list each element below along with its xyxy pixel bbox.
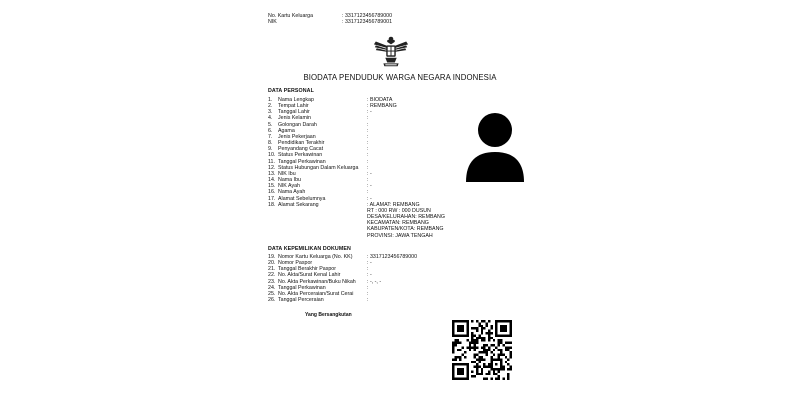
- personal-item-row: [268, 202, 420, 208]
- document-item-row: [268, 297, 417, 303]
- item-label: Nama Ayah: [278, 189, 306, 196]
- garuda-emblem-icon: [372, 33, 410, 71]
- item-label: Nomor Paspor: [278, 260, 313, 267]
- kk-value: : 3317123456789000: [342, 13, 393, 19]
- item-value: :: [367, 164, 370, 171]
- item-label: Tanggal Perceraian: [278, 297, 324, 304]
- document-data-heading: DATA KEPEMILIKAN DOKUMEN: [268, 246, 351, 252]
- item-label: No. Akta Perkawinan/Buku Nikah: [278, 278, 356, 285]
- item-label: No. Akta/Surat Kenal Lahir: [278, 272, 341, 279]
- item-number: 12.: [268, 164, 276, 171]
- document-data-list: [268, 254, 417, 303]
- item-value: : REMBANG: [367, 103, 397, 110]
- personal-data-list: [268, 97, 420, 208]
- item-value: : -: [367, 183, 372, 190]
- item-label: Nama Ibu: [278, 177, 301, 184]
- item-label: Jenis Pekerjaan: [278, 133, 316, 140]
- document-title: BIODATA PENDUDUK WARGA NEGARA INDONESIA: [303, 73, 497, 82]
- item-label: Status Perkawinan: [278, 152, 323, 159]
- item-number: 25.: [268, 290, 276, 297]
- address-line: DESA/KELURAHAN: REMBANG: [367, 214, 445, 221]
- item-number: 4.: [268, 115, 273, 122]
- item-number: 8.: [268, 140, 273, 147]
- item-label: Tanggal Perkawinan: [278, 284, 326, 291]
- nik-row: [268, 19, 392, 25]
- item-value: : -: [367, 272, 372, 279]
- item-number: 19.: [268, 254, 276, 260]
- item-label: Tanggal Berakhir Paspor: [278, 266, 337, 273]
- item-number: 9.: [268, 146, 273, 153]
- item-number: 15.: [268, 183, 276, 190]
- personal-data-heading: DATA PERSONAL: [268, 88, 314, 94]
- item-value: :: [367, 297, 370, 304]
- item-label: Status Hubungan Dalam Keluarga: [278, 164, 359, 171]
- item-label: No. Akta Perceraian/Surat Cerai: [278, 290, 354, 297]
- item-label: Pendidikan Terakhir: [278, 140, 325, 147]
- item-number: 22.: [268, 272, 276, 279]
- item-label: Agama: [278, 127, 295, 134]
- nik-value: : 3317123456789001: [342, 19, 393, 26]
- item-label: Tanggal Perkawinan: [278, 158, 326, 165]
- item-value: :: [367, 146, 370, 153]
- nik-label: NIK: [268, 19, 277, 26]
- item-value: :: [367, 266, 370, 273]
- item-label: Jenis Kelamin: [278, 115, 311, 122]
- item-value: : -: [367, 109, 372, 116]
- item-label: NIK Ayah: [278, 183, 300, 190]
- address-line: KABUPATEN/KOTA: REMBANG: [367, 226, 444, 233]
- item-number: 11.: [268, 158, 275, 165]
- item-value: :: [367, 140, 370, 147]
- item-label: Tanggal Lahir: [278, 109, 310, 116]
- item-value: : -, -, -: [367, 278, 382, 285]
- item-value: : ALAMAT: REMBANG: [367, 201, 420, 208]
- item-value: :: [367, 152, 370, 159]
- signature-label: Yang Bersangkutan: [305, 312, 352, 318]
- item-value: :: [367, 284, 370, 291]
- item-number: 10.: [268, 152, 276, 159]
- item-value: : BIODATA: [367, 97, 393, 103]
- person-photo-icon: [462, 110, 528, 182]
- item-value: : -: [367, 260, 372, 267]
- item-number: 6.: [268, 127, 273, 134]
- address-line: PROVINSI: JAWA TENGAH: [367, 232, 433, 239]
- item-value: :: [367, 158, 370, 165]
- item-value: : -: [367, 170, 372, 177]
- item-label: Alamat Sebelumnya: [278, 195, 326, 202]
- item-label: Tempat Lahir: [278, 103, 309, 110]
- item-number: 14.: [268, 177, 276, 184]
- kk-label: No. Kartu Keluarga: [268, 13, 314, 19]
- item-number: 16.: [268, 189, 276, 196]
- address-line: RT : 000 RW : 000 DUSUN: [367, 208, 431, 214]
- item-value: :: [367, 133, 370, 140]
- item-number: 21.: [268, 266, 276, 273]
- item-label: Nomor Kartu Keluarga (No. KK): [278, 254, 353, 260]
- item-value: :: [367, 115, 370, 122]
- item-value: :: [367, 121, 370, 128]
- item-number: 5.: [268, 121, 273, 128]
- item-label: Alamat Sekarang: [278, 201, 319, 208]
- item-number: 2.: [268, 103, 273, 110]
- address-block: [367, 208, 445, 239]
- item-label: Nama Lengkap: [278, 97, 314, 103]
- item-label: NIK Ibu: [278, 170, 296, 177]
- item-value: :: [367, 290, 370, 297]
- item-value: :: [367, 177, 370, 184]
- item-value: :: [367, 127, 370, 134]
- item-number: 3.: [268, 109, 273, 116]
- item-value: :: [367, 189, 370, 196]
- item-number: 1.: [268, 97, 273, 103]
- item-value: : -: [367, 195, 372, 202]
- item-number: 7.: [268, 133, 273, 140]
- document-header: [268, 13, 392, 25]
- qr-code-icon: [452, 320, 512, 380]
- item-number: 20.: [268, 260, 276, 267]
- address-line: KECAMATAN: REMBANG: [367, 220, 429, 227]
- item-number: 13.: [268, 170, 276, 177]
- item-number: 18.: [268, 201, 276, 208]
- item-number: 26.: [268, 297, 276, 304]
- item-label: Golongan Darah: [278, 121, 317, 128]
- item-number: 23.: [268, 278, 276, 285]
- item-label: Penyandang Cacat: [278, 146, 324, 153]
- item-number: 24.: [268, 284, 276, 291]
- item-number: 17.: [268, 195, 276, 202]
- item-value: : 3317123456789000: [367, 254, 418, 260]
